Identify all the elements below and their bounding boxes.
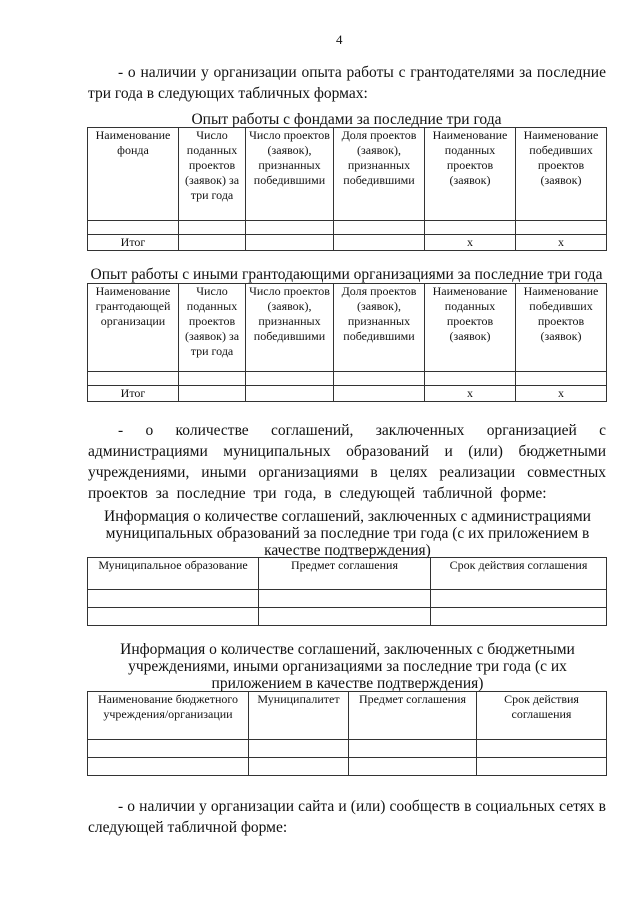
table-header-row bbox=[88, 558, 607, 590]
header-cell: Предмет соглашения bbox=[349, 692, 477, 740]
header-cell: Предмет соглашения bbox=[259, 558, 431, 590]
table-row bbox=[88, 221, 607, 235]
cell bbox=[246, 386, 334, 402]
cell: x bbox=[516, 235, 607, 251]
paragraph-grant-experience bbox=[88, 62, 606, 104]
header-cell: Число проектов (заявок), признанных победившими bbox=[246, 128, 334, 221]
table-header-row bbox=[88, 128, 607, 221]
table-funds-experience bbox=[87, 127, 607, 251]
cell bbox=[334, 235, 425, 251]
paragraph-agreements: - о количестве соглашений, заключенных организацией с администрациями муниципальных образований и (или) бюджетными учреждениями, иными организациями в целях реализации совместных проектов за последние три года, в следующей табличной форме: bbox=[88, 422, 606, 502]
header-cell: Число проектов (заявок), признанных победившими bbox=[246, 284, 334, 372]
cell bbox=[246, 235, 334, 251]
cell bbox=[179, 235, 246, 251]
header-cell: Доля проектов (заявок), признанных победившими bbox=[334, 128, 425, 221]
table2-title: Опыт работы с иными грантодающими организациями за последние три года bbox=[90, 266, 603, 283]
header-cell: Наименование победивших проектов (заявок) bbox=[516, 128, 607, 221]
table-municipal-agreements bbox=[87, 557, 607, 626]
header-cell: Доля проектов (заявок), признанных победившими bbox=[334, 284, 425, 372]
table3-title: Информация о количестве соглашений, заключенных с администрациями муниципальных образований за последние три года (с их приложением в качестве подтверждения) bbox=[104, 508, 591, 559]
page-number: 4 bbox=[336, 32, 343, 47]
cell: Итог bbox=[88, 235, 179, 251]
header-cell: Наименование фонда bbox=[88, 128, 179, 221]
cell bbox=[179, 386, 246, 402]
total-row bbox=[88, 235, 607, 251]
cell: x bbox=[425, 386, 516, 402]
paragraph-website: - о наличии у организации сайта и (или) сообществ в социальных сетях в следующей табличной форме: bbox=[88, 798, 606, 836]
table-row bbox=[88, 758, 607, 776]
header-cell: Срок действия соглашения bbox=[431, 558, 607, 590]
table-row bbox=[88, 608, 607, 626]
table4-title: Информация о количестве соглашений, заключенных с бюджетными учреждениями, иными организациями за последние три года (с их приложением в качестве подтверждения) bbox=[120, 641, 575, 692]
header-cell: Число поданных проектов (заявок) за три года bbox=[179, 128, 246, 221]
header-cell: Муниципалитет bbox=[249, 692, 349, 740]
table-row bbox=[88, 372, 607, 386]
paragraph-line: три года в следующих табличных формах: bbox=[88, 85, 368, 102]
table1-title: Опыт работы с фондами за последние три года bbox=[191, 111, 502, 128]
table-budget-institution-agreements bbox=[87, 691, 607, 776]
header-cell: Наименование бюджетного учреждения/организации bbox=[88, 692, 249, 740]
header-cell: Наименование грантодающей организации bbox=[88, 284, 179, 372]
table-row bbox=[88, 590, 607, 608]
cell: x bbox=[516, 386, 607, 402]
table-row bbox=[88, 740, 607, 758]
header-cell: Число поданных проектов (заявок) за три года bbox=[179, 284, 246, 372]
header-cell: Наименование победивших проектов (заявок) bbox=[516, 284, 607, 372]
paragraph-line: - о наличии у организации опыта работы с грантодателями за последние bbox=[118, 64, 606, 81]
header-cell: Муниципальное образование bbox=[88, 558, 259, 590]
cell bbox=[334, 386, 425, 402]
table-other-grantors-experience bbox=[87, 283, 607, 402]
header-cell: Наименование поданных проектов (заявок) bbox=[425, 128, 516, 221]
table-header-row bbox=[88, 692, 607, 740]
cell: Итог bbox=[88, 386, 179, 402]
header-cell: Срок действия соглашения bbox=[477, 692, 607, 740]
cell: x bbox=[425, 235, 516, 251]
total-row bbox=[88, 386, 607, 402]
table-header-row bbox=[88, 284, 607, 372]
header-cell: Наименование поданных проектов (заявок) bbox=[425, 284, 516, 372]
